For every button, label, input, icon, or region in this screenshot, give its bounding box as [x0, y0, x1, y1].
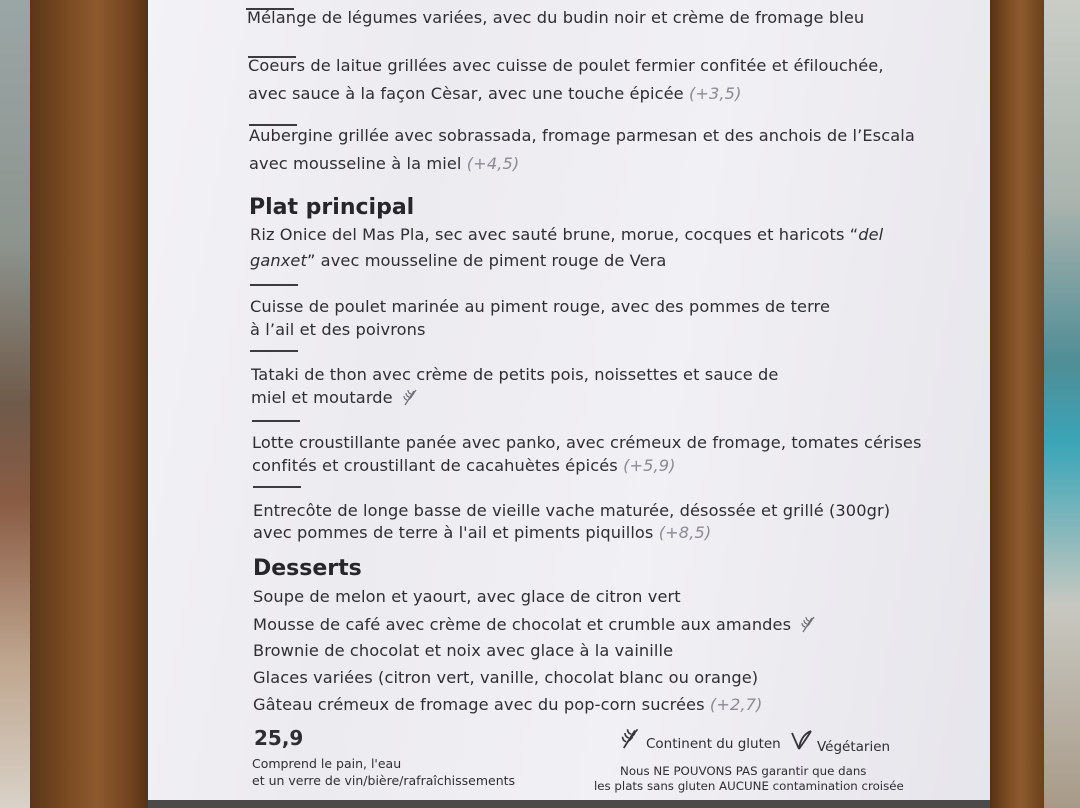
allergen-notice: les plats sans gluten AUCUNE contamination croisée: [594, 779, 904, 793]
wheat-icon: [402, 388, 418, 406]
item-text-italic: ganxet: [250, 251, 307, 270]
menu-item-line: Cuisse de poulet marinée au piment rouge, avec des pommes de terre: [250, 297, 831, 316]
item-text: avec mousseline à la miel: [249, 154, 462, 173]
menu-item-line: à l’ail et des poivrons: [250, 320, 426, 339]
menu-item-line: [250, 224, 883, 246]
legend-gluten: Continent du gluten: [646, 736, 781, 752]
menu-item-line: [248, 83, 742, 105]
price-supplement: (+5,9): [623, 456, 676, 475]
separator: [250, 284, 298, 286]
item-text: avec sauce à la façon Cèsar, avec une touche épicée: [248, 84, 684, 103]
item-text: avec pommes de terre à l'ail et piments piquillos: [253, 523, 654, 542]
table-edge: [148, 800, 990, 808]
section-heading-main: Plat principal: [249, 195, 415, 220]
legend-vegetarian: Végétarien: [817, 739, 891, 755]
price-supplement: (+3,5): [688, 84, 742, 103]
item-text: Gâteau crémeux de fromage avec du pop-corn sucrées: [253, 695, 705, 714]
menu-item-line: [251, 387, 418, 409]
item-text: ” avec mousseline de piment rouge de Vera: [306, 251, 667, 270]
item-text: confités et croustillant de cacahuètes épicés: [252, 456, 618, 475]
includes-text: Comprend le pain, l'eau: [252, 756, 402, 771]
menu-item-line: Aubergine grillée avec sobrassada, fromage parmesan et des anchois de l’Escala: [249, 126, 915, 145]
menu-item-line: [253, 522, 711, 544]
menu-item-line: Tataki de thon avec crème de petits pois, noissettes et sauce de: [251, 365, 779, 384]
wheat-icon: [620, 726, 640, 750]
menu-item-line: Entrecôte de longe basse de vieille vache maturée, désossée et grillé (300gr): [253, 501, 891, 520]
item-text: miel et moutarde: [251, 388, 393, 407]
menu-item-line: [250, 250, 666, 272]
separator: [250, 350, 298, 352]
section-heading-desserts: Desserts: [253, 556, 362, 581]
menu-item-line: [252, 455, 676, 477]
menu-item-line: Brownie de chocolat et noix avec glace à la vainille: [253, 641, 674, 660]
menu-price: 25,9: [254, 726, 304, 750]
item-text: Mousse de café avec crème de chocolat et crumble aux amandes: [253, 615, 792, 634]
wheat-icon: [800, 615, 816, 633]
leaf-icon: [789, 728, 813, 752]
price-supplement: (+4,5): [466, 154, 520, 173]
price-supplement: (+2,7): [709, 695, 763, 714]
allergen-notice: Nous NE POUVONS PAS garantir que dans: [620, 764, 867, 778]
menu-item-line: Mélange de légumes variées, avec du budin noir et crème de fromage bleu: [247, 8, 865, 27]
separator: [253, 486, 301, 488]
wooden-frame-right: [986, 0, 1044, 808]
menu-item-line: Soupe de melon et yaourt, avec glace de citron vert: [253, 587, 681, 606]
menu-paper: [148, 0, 990, 808]
menu-item-line: Glaces variées (citron vert, vanille, chocolat blanc ou orange): [253, 668, 759, 687]
menu-item-line: [253, 614, 816, 636]
includes-text: et un verre de vin/bière/rafraîchissements: [252, 773, 516, 788]
menu-item-line: [249, 153, 519, 175]
separator: [252, 420, 300, 422]
menu-item-line: Lotte croustillante panée avec panko, avec crémeux de fromage, tomates cérises: [252, 433, 922, 452]
item-text-italic: del: [858, 225, 884, 244]
wooden-frame-left: [30, 0, 152, 808]
price-supplement: (+8,5): [658, 523, 712, 542]
menu-item-line: Coeurs de laitue grillées avec cuisse de poulet fermier confitée et éfilouchée,: [248, 56, 884, 75]
menu-item-line: [253, 694, 762, 716]
item-text: Riz Onice del Mas Pla, sec avec sauté brune, morue, cocques et haricots “: [250, 225, 859, 244]
